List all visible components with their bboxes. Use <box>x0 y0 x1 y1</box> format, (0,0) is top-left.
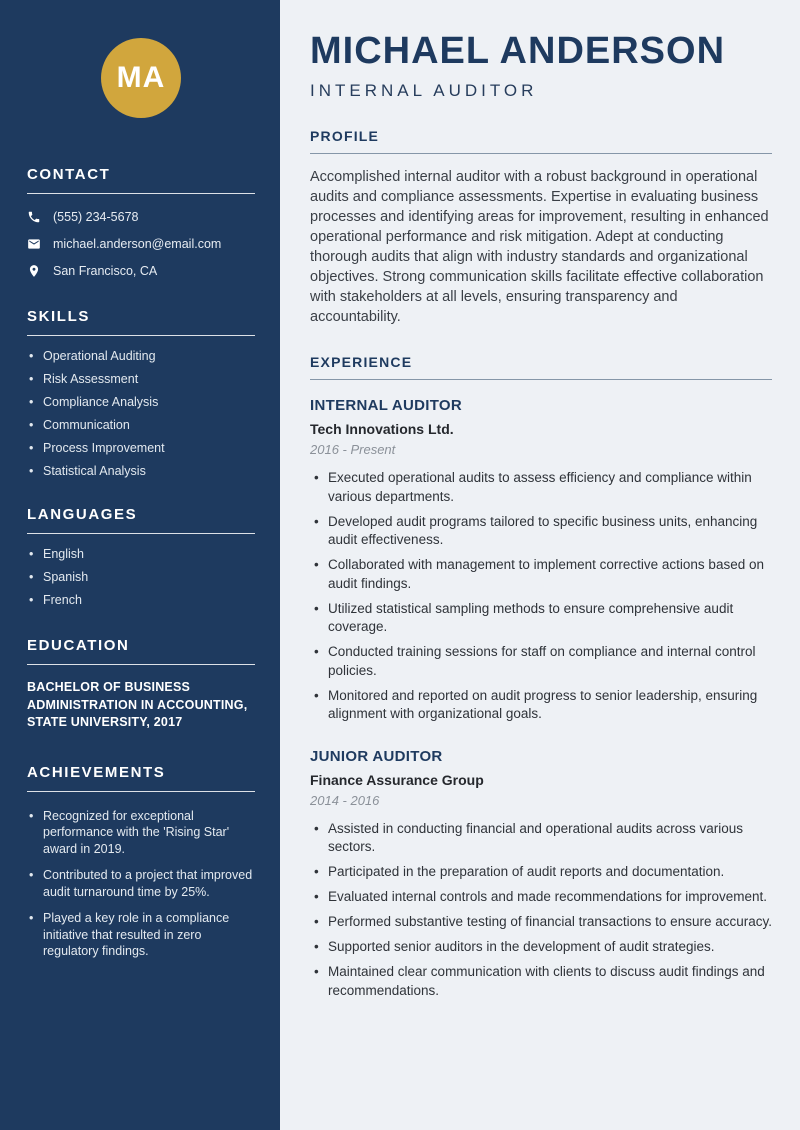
education-heading: EDUCATION <box>27 637 255 665</box>
language-item: • Spanish <box>27 571 255 584</box>
achievements-list <box>27 808 255 960</box>
job-company: Finance Assurance Group <box>310 771 484 788</box>
skills-section <box>27 308 255 478</box>
education-section <box>27 637 255 732</box>
job-bullet: • Participated in the preparation of audit reports and documentation. <box>310 863 772 882</box>
skill-item: • Operational Auditing <box>27 350 255 363</box>
job-title: JUNIOR AUDITOR <box>310 747 443 765</box>
job-bullet: • Performed substantive testing of financial transactions to ensure accuracy. <box>310 913 772 932</box>
job-dates: 2014 - 2016 <box>310 792 380 808</box>
location-text: San Francisco, CA <box>53 264 158 278</box>
job-bullet: • Executed operational audits to assess efficiency and compliance within various departments. <box>310 469 772 506</box>
job-bullet: • Evaluated internal controls and made recommendations for improvement. <box>310 888 772 907</box>
job-bullet: • Maintained clear communication with clients to discuss audit findings and recommendations. <box>310 963 772 1000</box>
phone-text: (555) 234-5678 <box>53 210 139 224</box>
achievement-item: • Recognized for exceptional performance with the 'Rising Star' award in 2019. <box>27 808 255 858</box>
achievement-item: • Contributed to a project that improved audit turnaround time by 25%. <box>27 867 255 900</box>
education-degree: BACHELOR OF BUSINESS ADMINISTRATION IN ACCOUNTING, STATE UNIVERSITY, 2017 <box>27 680 248 729</box>
language-item: • French <box>27 594 255 607</box>
skill-item: • Compliance Analysis <box>27 396 255 409</box>
skills-heading: SKILLS <box>27 308 255 336</box>
job-bullet: • Collaborated with management to implement corrective actions based on audit findings. <box>310 556 772 593</box>
skill-item: • Statistical Analysis <box>27 465 255 478</box>
skill-item: • Risk Assessment <box>27 373 255 386</box>
job-dates: 2016 - Present <box>310 442 396 457</box>
job-entry <box>310 748 772 1001</box>
contact-location-row <box>27 264 255 278</box>
avatar <box>101 38 181 118</box>
language-item: • English <box>27 548 255 561</box>
contact-phone-row <box>27 210 255 224</box>
job-bullet-list <box>310 820 772 1001</box>
location-icon <box>27 264 41 278</box>
candidate-name: MICHAEL ANDERSON <box>310 30 726 72</box>
experience-section <box>310 354 772 1000</box>
achievements-heading: ACHIEVEMENTS <box>27 764 255 792</box>
job-bullet: • Monitored and reported on audit progress to senior leadership, ensuring alignment with organizational goals. <box>310 687 772 724</box>
job-bullet: • Developed audit programs tailored to specific business units, enhancing audit effectiveness. <box>310 513 772 550</box>
contact-email-row <box>27 237 255 251</box>
languages-heading: LANGUAGES <box>27 506 255 534</box>
candidate-job-title: INTERNAL AUDITOR <box>310 81 538 100</box>
phone-icon <box>27 210 41 224</box>
contact-heading: CONTACT <box>27 166 255 194</box>
skills-list <box>27 350 255 478</box>
sidebar <box>0 0 280 1130</box>
languages-list <box>27 548 255 607</box>
contact-list <box>27 210 255 278</box>
profile-section <box>310 128 772 327</box>
achievement-item: • Played a key role in a compliance initiative that resulted in zero regulatory findings. <box>27 910 255 960</box>
languages-section <box>27 506 255 607</box>
achievements-section <box>27 764 255 960</box>
main-content <box>280 0 800 1130</box>
job-company: Tech Innovations Ltd. <box>310 421 454 437</box>
skill-item: • Communication <box>27 419 255 432</box>
contact-section <box>27 166 255 278</box>
job-entry <box>310 397 772 724</box>
profile-text: Accomplished internal auditor with a robust background in operational audits and compliance assessments. Expertise in evaluating business processes and identifying areas for improvement, resulting in enhanced operational performance and risk mitigation. Adept at conducting thorough audits that align with industry standards and organizational objectives. Strong communication skills facilitate effective collaboration with stakeholders at all levels, ensuring transparency and accountability. <box>310 169 769 325</box>
avatar-initials: MA <box>116 61 166 94</box>
skill-item: • Process Improvement <box>27 442 255 455</box>
profile-heading: PROFILE <box>310 128 772 154</box>
job-bullet: • Assisted in conducting financial and operational audits across various sectors. <box>310 820 772 857</box>
email-icon <box>27 237 41 251</box>
job-bullet-list <box>310 469 772 724</box>
experience-heading: EXPERIENCE <box>310 354 772 380</box>
job-bullet: • Utilized statistical sampling methods to ensure comprehensive audit coverage. <box>310 600 772 637</box>
job-title: INTERNAL AUDITOR <box>310 397 463 414</box>
job-bullet: • Conducted training sessions for staff on compliance and internal control policies. <box>310 643 772 680</box>
email-text: michael.anderson@email.com <box>53 237 222 251</box>
job-bullet: • Supported senior auditors in the development of audit strategies. <box>310 938 772 957</box>
